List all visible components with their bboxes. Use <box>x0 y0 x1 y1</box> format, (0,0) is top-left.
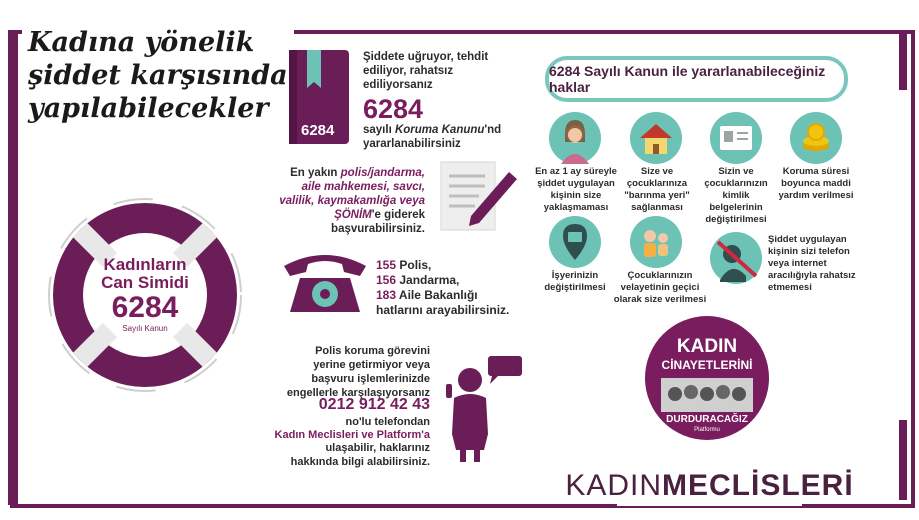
coins-icon <box>790 112 842 164</box>
book-icon <box>285 48 353 146</box>
brand-logo <box>565 466 854 506</box>
phone-lines <box>376 258 516 318</box>
right-caption-2: Size ve çocuklarınıza "barınma yeri" sağlanması <box>624 166 690 213</box>
no-phone-icon <box>710 232 762 284</box>
woman-phone-icon <box>440 354 525 464</box>
page-title: Kadına yönelik şiddet karşısında yapılabilecekler <box>22 22 294 129</box>
book-tail-italic: Koruma Kanunu <box>394 124 485 136</box>
right-caption-3: Sizin ve çocuklarınızın kimlik belgelerinin değiştirilmesi <box>704 166 768 225</box>
book-lead: Şiddete uğruyor, tehdit ediliyor, rahatsız ediliyorsanız <box>363 51 489 91</box>
children-icon <box>630 216 682 268</box>
book-tail-b: 'nd yararlanabilirsiniz <box>363 124 502 150</box>
badge-bottom: DURDURACAĞIZ <box>666 414 748 425</box>
brand-bold: MECLİSLERİ <box>662 469 854 502</box>
authorities-tail: 'e giderek başvurabilirsiniz. <box>331 209 425 235</box>
telephone-icon <box>280 246 370 316</box>
frame-right-top-bar <box>899 30 907 90</box>
authorities-lead: En yakın <box>290 167 341 179</box>
right-caption-6: Çocuklarınızın velayetinin geçici olarak size verilmesi <box>613 270 707 305</box>
hotline-lead: Polis koruma görevini yerine getirmiyor veya başvuru işlemlerinizde engellerle karşılaşıyorsanız <box>286 345 430 399</box>
book-tail <box>363 123 513 151</box>
id-card-icon <box>710 112 762 164</box>
phone-label-156: Jandarma, <box>396 273 460 287</box>
phone-line-police <box>376 258 516 273</box>
phone-line-gendarmerie <box>376 273 516 288</box>
phone-label-155: Polis, <box>396 258 432 272</box>
hotline-mid: no'lu telefondan <box>345 416 430 428</box>
book-number: 6284 <box>301 122 335 139</box>
badge-top: KADIN <box>676 336 738 357</box>
right-caption-1: En az 1 ay süreyle şiddet uygulayan kişinin size yaklaşmaması <box>535 166 617 213</box>
right-caption-5: İşyerinizin değiştirilmesi <box>544 270 606 293</box>
frame-right-bottom-bar <box>899 420 907 500</box>
phone-line-ministry <box>376 288 516 303</box>
lifebuoy-line1: Kadınların <box>103 255 187 274</box>
authorities-text <box>275 166 425 236</box>
workplace-icon <box>549 216 601 268</box>
phone-number-183: 183 <box>376 288 397 302</box>
right-caption-7: Şiddet uygulayan kişinin sizi telefon veya internet aracılığıyla rahatsız etmemesi <box>768 234 856 293</box>
frame-left-bar <box>8 30 18 505</box>
book-tail-a: sayılı <box>363 124 395 136</box>
phone-tail: hatlarını arayabilirsiniz. <box>376 303 510 317</box>
phone-number-155: 155 <box>376 258 397 272</box>
brand-light: KADIN <box>565 469 663 502</box>
form-pen-icon <box>435 156 520 236</box>
lifebuoy-icon <box>40 190 250 400</box>
hotline-number: 0212 912 42 43 <box>318 396 430 413</box>
right-caption-4: Koruma süresi boyunca maddi yardım verilmesi <box>778 166 854 201</box>
badge-mid: CİNAYETLERİNİ <box>661 358 753 372</box>
woman-face-icon <box>549 112 601 164</box>
lifebuoy-text <box>95 256 195 333</box>
rights-heading: 6284 Sayılı Kanun ile yararlanabileceğiniz haklar <box>545 56 848 102</box>
lifebuoy-sub: Sayılı Kanun <box>122 324 168 333</box>
lifebuoy-line2: Can Simidi <box>101 273 189 292</box>
phone-label-183: Aile Bakanlığı <box>396 288 478 302</box>
lifebuoy-number: 6284 <box>111 291 179 324</box>
phone-number-156: 156 <box>376 273 397 287</box>
hotline-org: Kadın Meclisleri ve Platform'a <box>274 429 430 441</box>
hotline-tail: ulaşabilir, haklarınız hakkında bilgi alabilirsiniz. <box>290 442 430 468</box>
badge-sub: Platformu <box>694 427 720 433</box>
book-big-number: 6284 <box>363 94 424 124</box>
house-icon <box>630 112 682 164</box>
authorities-list: polis/jandarma, aile mahkemesi, savcı, valilik, kaymakamlığa veya ŞÖNİM <box>279 167 425 221</box>
femicide-platform-badge <box>643 314 771 442</box>
